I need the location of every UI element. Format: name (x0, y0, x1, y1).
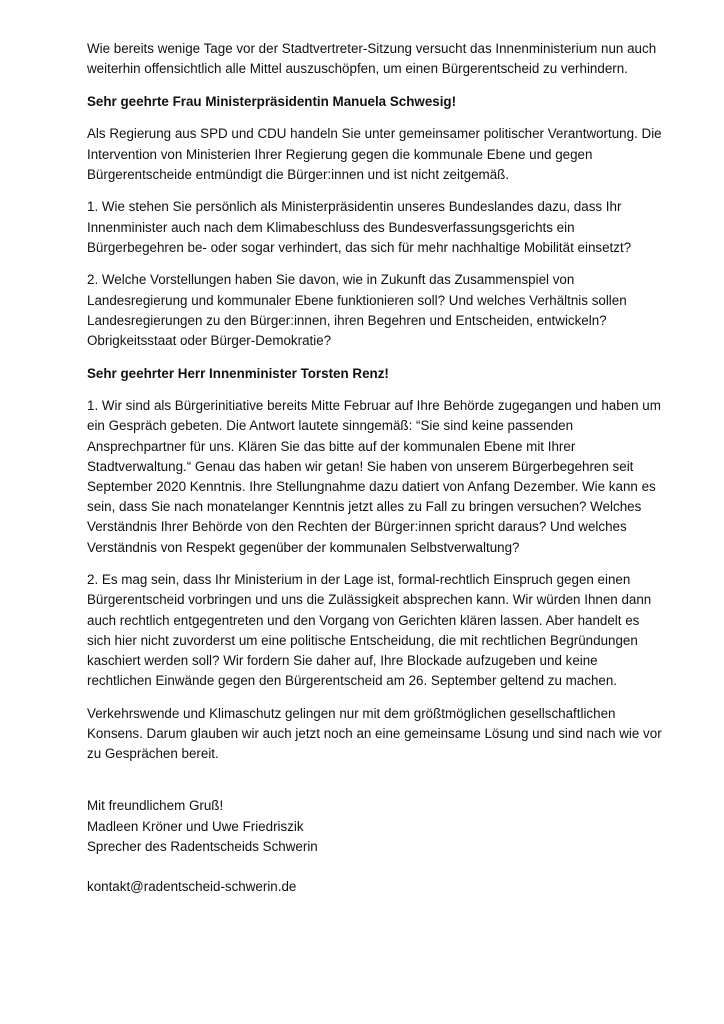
text-line: Als Regierung aus SPD und CDU handeln Sie unter gemeinsamer politischer Verantwortung. Die (87, 126, 662, 142)
text-line: Bürgerentscheid vorbringen und uns die Zulässigkeit absprechen kann. Wir würden Ihnen dann (87, 592, 652, 608)
text-line: 2. Welche Vorstellungen haben Sie davon, wie in Zukunft das Zusammenspiel von (87, 272, 575, 288)
signatories: Madleen Kröner und Uwe Friedriszik (87, 818, 304, 834)
signatory-role: Sprecher des Radentscheids Schwerin (87, 838, 318, 854)
text-line: Bürgerbegehren be- oder sogar verhindert, das sich für mehr nachhaltige Mobilität einsetzt? (87, 239, 632, 255)
text-line: 2. Es mag sein, dass Ihr Ministerium in der Lage ist, formal-rechtlich Einspruch gegen einen (87, 572, 631, 588)
text-line: kaschiert werden soll? Wir fordern Sie daher auf, Ihre Blockade aufzugeben und keine (87, 653, 598, 669)
text-line: Landesregierung und kommunaler Ebene funktionieren soll? Und welches Verhältnis sollen (87, 292, 627, 308)
text-line: Verständnis Ihrer Behörde von den Rechten der Bürger:innen spricht daraus? Und welches (87, 519, 627, 535)
conclusion-paragraph (87, 704, 667, 765)
text-line: Ansprechpartner für uns. Klären Sie das bitte auf der kommunalen Ebene mit Ihrer (87, 438, 576, 454)
intro-paragraph (87, 39, 667, 79)
text-line: September 2020 Kenntnis. Ihre Stellungnahme dazu datiert von Anfang Dezember. Wie kann es (87, 479, 656, 494)
text-line: Verkehrswende und Klimaschutz gelingen nur mit dem größtmöglichen gesellschaftlichen (87, 705, 616, 721)
text-line: rechtlichen Einwände gegen den Bürgerentscheid am 26. September geltend zu machen. (87, 673, 618, 689)
text-line: zu Gesprächen bereit. (87, 746, 219, 762)
paragraph-government (87, 124, 667, 185)
contact-block (87, 877, 667, 897)
contact-email[interactable]: kontakt@radentscheid-schwerin.de (87, 879, 297, 895)
text-line: sich hier nicht zuvorderst um eine politische Entscheidung, die mit rechtlichen Begründungen (87, 632, 638, 648)
question-2-paragraph (87, 270, 667, 351)
text-line: Verständnis von Respekt gegenüber der kommunalen Selbstverwaltung? (87, 539, 520, 555)
text-line: weiterhin offensichtlich alle Mittel auszuschöpfen, um einen Bürgerentscheid zu verhindern. (87, 61, 628, 77)
salutation-interior-minister (87, 364, 667, 384)
closing-greeting: Mit freundlichem Gruß! (87, 798, 224, 814)
signature-block (87, 796, 667, 857)
text-line: Intervention von Ministerien Ihrer Regierung gegen die kommunale Ebene und gegen (87, 146, 593, 162)
text-line: ein Gespräch gebeten. Die Antwort lautete sinngemäß: “Sie sind keine passenden (87, 418, 574, 434)
text-line: Konsens. Darum glauben wir auch jetzt noch an eine gemeinsame Lösung und sind nach wie vor (87, 726, 662, 742)
text-line: auch rechtlich entgegentreten und den Vorgang von Gerichten klären lassen. Aber handelt es (87, 612, 640, 628)
text-line: Sehr geehrte Frau Ministerpräsidentin Manuela Schwesig! (87, 93, 457, 109)
text-line: Wie bereits wenige Tage vor der Stadtvertreter-Sitzung versucht das Innenministerium nun auch (87, 41, 657, 56)
text-line: Obrigkeitsstaat oder Bürger-Demokratie? (87, 333, 332, 348)
text-line: Stadtverwaltung.“ Genau das haben wir getan! Sie haben von unserem Bürgerbegehren seit (87, 458, 634, 474)
question-1-paragraph (87, 197, 667, 258)
text-line: Sehr geehrter Herr Innenminister Torsten Renz! (87, 365, 389, 381)
text-line: Innenminister auch nach dem Klimabeschluss des Bundesverfassungsgerichts ein (87, 219, 575, 235)
text-line: sein, dass Sie nach monatelanger Kenntnis jetzt alles zu Fall zu bringen versuchen? Welches (87, 499, 642, 515)
text-line: Landesregierungen zu den Bürger:innen, ihren Begehren und Entscheiden, entwickeln? (87, 312, 607, 328)
text-line: 1. Wie stehen Sie persönlich als Ministerpräsidentin unseres Bundeslandes dazu, dass Ihr (87, 199, 622, 215)
text-line: 1. Wir sind als Bürgerinitiative bereits Mitte Februar auf Ihre Behörde zugegangen und haben um (87, 398, 661, 414)
letter-body (87, 39, 667, 897)
text-line: Bürgerentscheide entmündigt die Bürger:innen und ist nicht zeitgemäß. (87, 166, 510, 182)
point-1-paragraph (87, 396, 667, 558)
point-2-paragraph (87, 570, 667, 691)
salutation-prime-minister (87, 92, 667, 112)
